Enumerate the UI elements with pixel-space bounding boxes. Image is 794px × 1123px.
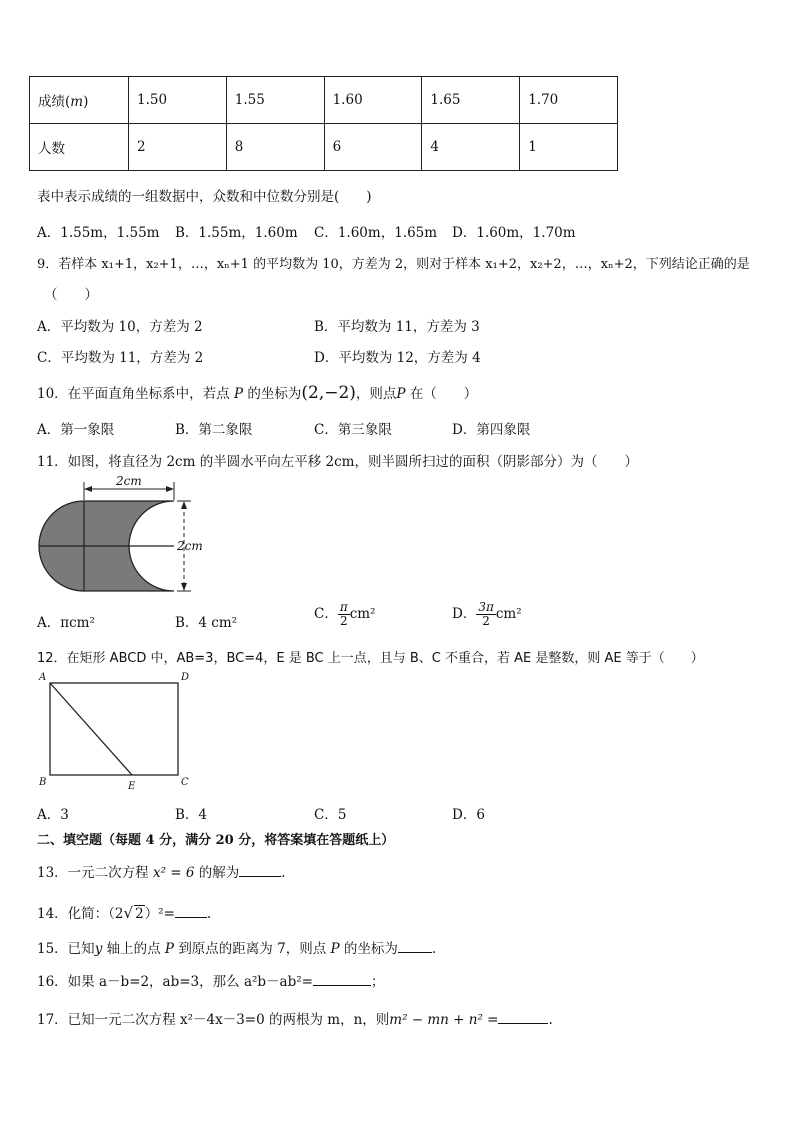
table-cell: 1.50 <box>129 77 227 124</box>
table-row <box>30 124 618 171</box>
table-cell: 1.65 <box>422 77 520 124</box>
q15-stem: 15．已知y 轴上的点 P 到原点的距离为 7，则点 P 的坐标为 . <box>37 941 437 957</box>
q16-stem: 16．如果 a－b=2，ab=3，那么 a²b－ab²= ； <box>37 974 385 990</box>
q10-option-b: B．第二象限 <box>175 422 253 438</box>
segment-ae <box>50 683 132 775</box>
radical-sign-icon: √ <box>123 904 134 922</box>
dimension-label-right: 2cm <box>177 539 203 553</box>
arrow-up-icon <box>181 501 187 509</box>
q12-option-d: D．6 <box>452 807 485 823</box>
q8-option-b: B．1.55m，1.60m <box>175 225 298 241</box>
q10-option-c: C．第三象限 <box>314 422 392 438</box>
table-row <box>30 77 618 124</box>
section-heading: 二、填空题（每题 4 分，满分 20 分，将答案填在答题纸上） <box>37 833 395 848</box>
q11-stem: 11．如图，将直径为 2cm 的半圆水平向左平移 2cm，则半圆所扫过的面积（阴影部分）为（ ） <box>37 454 638 470</box>
q11-option-d: D． $\frac{3\pi}{2}$ cm² <box>452 600 522 628</box>
q17-stem: 17．已知一元二次方程 x²－4x－3=0 的两根为 m，n，则m² − mn + n² = . <box>37 1012 553 1028</box>
table-header-cell: 人数 <box>30 124 129 171</box>
q8-stem: 表中表示成绩的一组数据中，众数和中位数分别是( ) <box>37 189 372 205</box>
vertex-label-b: B <box>39 777 47 788</box>
q12-option-c: C．5 <box>314 807 347 823</box>
point-label-e: E <box>128 781 136 792</box>
q12-option-b: B．4 <box>175 807 208 823</box>
arrow-left-icon <box>84 486 92 492</box>
table-cell: 8 <box>226 124 324 171</box>
q11-option-a: A．πcm² <box>37 615 95 631</box>
vertex-label-a: A <box>39 672 47 683</box>
q9-option-d: D．平均数为 12，方差为 4 <box>314 350 481 366</box>
q8-option-c: C．1.60m，1.65m <box>314 225 438 241</box>
q9-option-c: C．平均数为 11，方差为 2 <box>37 350 204 366</box>
table-cell: 1.60 <box>324 77 422 124</box>
table-cell: 1.70 <box>520 77 618 124</box>
answer-blank <box>498 1011 548 1024</box>
q14-stem: 14．化简：（2√ 2）²= . <box>37 904 212 922</box>
q9-stem-paren: （ ） <box>44 287 98 303</box>
q12-stem: 12．在矩形 ABCD 中，AB=3，BC=4，E 是 BC 上一点，且与 B、C 不重合，若 AE 是整数，则 AE 等于（ ） <box>37 651 704 666</box>
dimension-label-top: 2cm <box>116 474 142 488</box>
q9-option-b: B．平均数为 11，方差为 3 <box>314 319 480 335</box>
answer-blank <box>239 864 281 877</box>
arrow-right-icon <box>166 486 174 492</box>
table-cell: 6 <box>324 124 422 171</box>
q11-option-c: C． $\frac{\pi}{2}$ cm² <box>314 600 376 628</box>
vertex-label-c: C <box>181 777 189 788</box>
answer-blank <box>175 905 207 918</box>
q13-stem: 13．一元二次方程 x² = 6 的解为 . <box>37 865 286 881</box>
q9-stem: 9．若样本 x₁+1，x₂+1，…，xₙ+1 的平均数为 10，方差为 2，则对于样本 x₁+2，x₂+2，…，xₙ+2，下列结论正确的是 <box>37 257 750 272</box>
vertex-label-d: D <box>181 672 190 683</box>
table-cell: 1.55 <box>226 77 324 124</box>
rectangle-abcd <box>50 683 178 775</box>
answer-blank <box>313 973 371 986</box>
q12-figure <box>34 668 196 794</box>
q11-option-b: B．4 cm² <box>175 615 238 631</box>
q10-option-d: D．第四象限 <box>452 422 531 438</box>
q9-option-a: A．平均数为 10，方差为 2 <box>37 319 203 335</box>
q11-figure <box>36 470 216 596</box>
arrow-down-icon <box>181 583 187 591</box>
table-cell: 1 <box>520 124 618 171</box>
score-table <box>29 76 618 171</box>
table-cell: 4 <box>422 124 520 171</box>
q10-stem: 10．在平面直角坐标系中，若点 P 的坐标为(2,−2)，则点P 在（ ） <box>37 383 478 403</box>
q12-option-a: A．3 <box>37 807 69 823</box>
q10-option-a: A．第一象限 <box>37 422 115 438</box>
q8-option-d: D．1.60m，1.70m <box>452 225 576 241</box>
q8-option-a: A．1.55m，1.55m <box>37 225 160 241</box>
table-cell: 2 <box>129 124 227 171</box>
answer-blank <box>398 940 432 953</box>
table-header-cell: 成绩(m) <box>30 77 129 124</box>
